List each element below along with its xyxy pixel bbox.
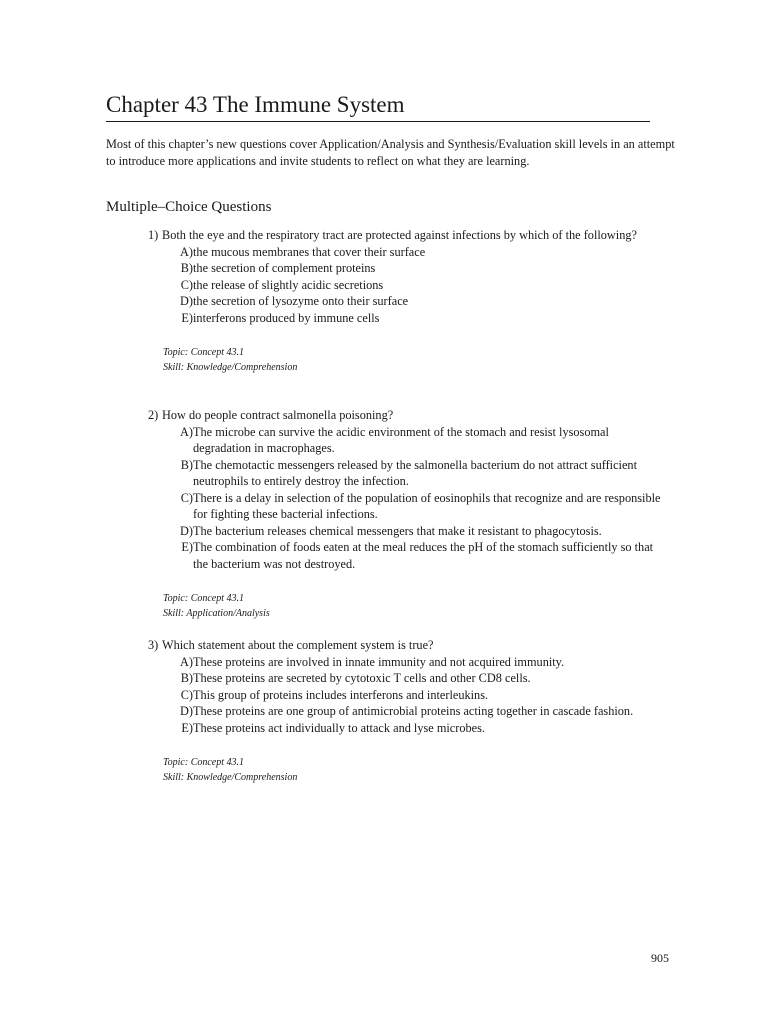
question-number: 1) [148, 228, 159, 242]
topic-label: Topic: Concept 43.1 [163, 347, 245, 358]
question-2 [148, 407, 668, 621]
question-1 [148, 227, 668, 375]
choice-text: The bacterium releases chemical messengers that make it resistant to phagocytosis. [193, 523, 602, 538]
question-3 [148, 637, 668, 785]
choice-text: There is a delay in selection of the population of eosinophils that recognize and are responsible for fighting these bacterial infections. [193, 490, 661, 521]
choice-text: This group of proteins includes interferons and interleukins. [193, 687, 489, 702]
choice-text: The microbe can survive the acidic environment of the stomach and resist lysosomal degradation in macrophages. [193, 424, 609, 455]
answer-choice [174, 670, 668, 687]
choice-text: These proteins are one group of antimicrobial proteins acting together in cascade fashion. [193, 704, 634, 718]
answer-choices [148, 244, 668, 327]
choice-text: the secretion of lysozyme onto their surface [193, 294, 409, 308]
page-number: 905 [651, 951, 669, 965]
choice-text: These proteins are secreted by cytotoxic T cells and other CD8 cells. [193, 671, 531, 685]
question-meta [148, 755, 668, 785]
answer-choice [174, 277, 668, 294]
choice-letter: C) [180, 687, 193, 702]
choice-text: The chemotactic messengers released by the salmonella bacterium do not attract sufficient neutrophils to entirely destroy the infection. [193, 457, 637, 488]
choice-letter: D) [180, 704, 193, 718]
answer-choices [148, 424, 668, 573]
choice-letter: A) [180, 244, 193, 259]
choice-letter: A) [180, 654, 193, 669]
question-meta [148, 345, 668, 375]
answer-choice [174, 260, 668, 277]
choice-letter: C) [180, 490, 193, 505]
choice-letter: B) [180, 457, 193, 472]
answer-choice [174, 457, 668, 490]
choice-text: the secretion of complement proteins [193, 261, 376, 275]
choice-letter: C) [180, 277, 193, 292]
answer-choices [148, 654, 668, 737]
answer-choice [174, 539, 668, 572]
skill-label: Skill: Application/Analysis [163, 608, 270, 619]
answer-choice [174, 703, 668, 720]
choice-letter: D) [180, 523, 193, 538]
choice-letter: A) [180, 424, 193, 439]
answer-choice [174, 424, 668, 457]
choice-letter: E) [181, 540, 193, 554]
topic-label: Topic: Concept 43.1 [163, 593, 245, 604]
choice-text: These proteins are involved in innate immunity and not acquired immunity. [193, 654, 565, 669]
answer-choice [174, 654, 668, 671]
answer-choice [174, 244, 668, 261]
question-number: 2) [148, 408, 159, 422]
choice-letter: B) [180, 671, 193, 685]
chapter-title: Chapter 43 The Immune System [106, 90, 650, 122]
section-heading: Multiple–Choice Questions [106, 199, 272, 215]
answer-choice [174, 687, 668, 704]
skill-label: Skill: Knowledge/Comprehension [163, 362, 298, 373]
answer-choice [174, 523, 668, 540]
answer-choice [174, 310, 668, 327]
choice-letter: E) [181, 720, 193, 735]
choice-text: the mucous membranes that cover their surface [193, 244, 426, 259]
choice-text: the release of slightly acidic secretions [193, 277, 384, 292]
choice-text: These proteins act individually to attack and lyse microbes. [193, 720, 485, 735]
answer-choice [174, 293, 668, 310]
choice-letter: D) [180, 294, 193, 308]
choice-text: The combination of foods eaten at the meal reduces the pH of the stomach sufficiently so that the bacterium was not destroyed. [193, 540, 654, 571]
choice-text: interferons produced by immune cells [193, 310, 380, 325]
intro-paragraph: Most of this chapter’s new questions cover Application/Analysis and Synthesis/Evaluation skill levels in an attempt to introduce more applications and invite students to reflect on what they are learning. [106, 137, 675, 168]
question-text: Which statement about the complement system is true? [162, 638, 434, 652]
choice-letter: B) [180, 261, 193, 275]
choice-letter: E) [181, 310, 193, 325]
answer-choice [174, 720, 668, 737]
question-stem [148, 407, 668, 424]
question-number: 3) [148, 638, 159, 652]
question-text: How do people contract salmonella poisoning? [162, 408, 394, 422]
topic-label: Topic: Concept 43.1 [163, 757, 245, 768]
question-stem [148, 637, 668, 654]
skill-label: Skill: Knowledge/Comprehension [163, 772, 298, 783]
question-text: Both the eye and the respiratory tract are protected against infections by which of the following? [162, 228, 637, 242]
question-stem [148, 227, 668, 244]
answer-choice [174, 490, 668, 523]
question-meta [148, 591, 668, 621]
